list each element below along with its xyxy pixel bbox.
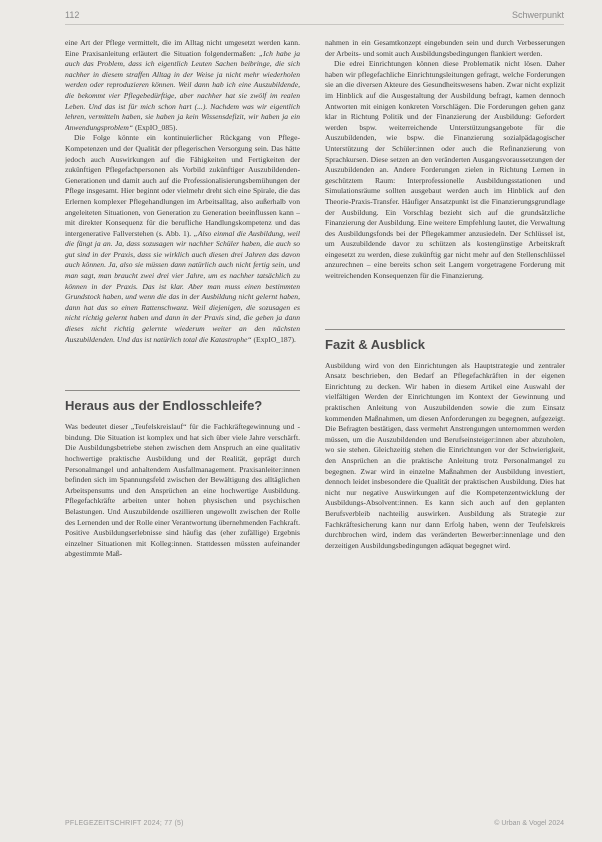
paragraph-body: Die edrei Einrichtungen können diese Problematik nicht lösen. Daher haben wir pflegefachliche Einrichtungsleitungen gefragt, welche Forderungen sie an die diversen Akteure des Gesundheitswesens haben. Zwar nicht explizit im Hinblick auf die Ausgestaltung der Ausbildung befragt, kamen dennoch Antworten mit einigen konkreten Vorschlägen. Die Forderungen gehen ganz klar in Richtung Politik und der Finanzierung der Ausbildung: Gefordert werden bspw. weiterreichende Unterstützungsangebote für die Auszubildenden, wie bspw. die Finanzierung sozialpädagogischer Unterstützung der Schüler:innen oder auch die Refinanzierung von Sprachkursen. Diese setzen an den veränderten Ausgangsvoraussetzungen der Auszubildenden an. Andere Forderungen zielen in Richtung Lernen in geschütztem Raum: Interprofessionelle Ausbildungsstationen und Simulationsräume sollten ausgebaut werden auch im Hinblick auf den Theorie-Praxis-Transfer. Häufiger Ansatzpunkt ist die Finanzierungsgrundlage der Ausbildung. Ein Vorschlag bezieht sich auf die grundsätzliche Finanzierung der Ausbildung. Eine weitere Empfehlung lautet, die Verwaltung des Ausbildungsfonds bei der Pflegekammer anzusiedeln. Der Schlüssel ist, um Auszubildende davor zu schützen als kostengünstige Arbeitskraft eingesetzt zu werden, diese zukünftig gar nicht mehr auf den Stellenschlüssel anzurechnen – eine bereits schon seit Langem vorgetragene Forderung mit weitreichenden Konsequenzen für die Finanzierung.	[325, 59, 565, 281]
paragraph-intro: eine Art der Pflege vermittelt, die im Alltag nicht umgesetzt werden kann. Eine Praxisanleitung erläutert die Situation folgendermaßen:	[65, 38, 300, 58]
section-divider	[65, 390, 300, 391]
interview-quote: „Ich habe ja auch das Problem, dass ich eigentlich Leuten Sachen beibringe, die sich nachher in diesem straffen Alltag in der Weise ja nicht mehr wiederholen werden oder reproduzieren können. Weil dann hab ich eine Auszubildende, die bekommt vier Pflegebedürftige, aber nachher hat sie zwölf im realen Leben. Und das ist für mich schon hart (...). Nachdem was wir eigentlich lehren, vermitteln haben, sie haben ja kein Wissensdefizit, wir haben ja ein Anwendungsproblem“	[65, 48, 300, 132]
paragraph-quote-2	[65, 133, 300, 345]
section-heading: Fazit & Ausblick	[325, 336, 425, 352]
paragraph-quote-1	[65, 38, 300, 133]
quote-citation: (ExpIO_187).	[251, 334, 296, 344]
left-column	[65, 38, 300, 808]
paragraph-body: Ausbildung wird von den Einrichtungen als Hauptstrategie und zentraler Ansatz beschrieben, den Bedarf an Pflegefachkräften in der eigenen Einrichtung zu decken. Wir haben in diesem Artikel eine Auswahl der vielfältigen Werden der Einrichtungen im Kontext der Gewinnung und praktischen Anleitung von Auszubildenden sowie die zum Einsatz kommenden Maßnahmen, um diesen Anforderungen zu begegnen, aufgezeigt. Die Befragten bestätigen, dass vermehrt Anstrengungen unternommen werden müssen, um die Auszubildenden und Berufseinsteiger:innen aber abzuholen, wo sie stehen. Gleichzeitig stehen die Einrichtungen vor der Schwierigkeit, den Ansprüchen an die praktische Anleitung trotz Personalmangel zu begegnen. Zwar wird in einzelne Maßnahmen der Ausbildung investiert, dennoch leidet insbesondere die Qualität der praktischen Ausbildung. Dies hat nicht nur negative Auswirkungen auf die Kompetenzentwicklung der Ausbildungs-Absolvent:innen. Es kann sich auch auf den geplanten Berufsverbleib nachteilig auswirken. Ausbildung als Strategie zur Fachkräftesicherung kann nur dann Erfolg haben, wenn der Teufelskreis durchbrochen wird, indem das veränderten Bewerber:innenlage und den derzeitigen Ausbildungsbedingungen adäquat begegnet wird.	[325, 360, 565, 550]
spacer	[65, 345, 300, 390]
page-number: 112	[65, 10, 80, 20]
journal-citation: PFLEGEZEITSCHRIFT 2024; 77 (5)	[65, 820, 184, 827]
paragraph-body: Was bedeutet dieser „Teufelskreislauf“ für die Fachkräftegewinnung und -bindung. Die Situation ist komplex und hat sich über viele Jahre verschärft. Die Ausbildungsbetriebe stehen zwischen dem Anspruch an eine qualitativ hochwertige praktische Ausbildung und der Realität, geprägt durch Personalmangel und anhaltendem Ausfallmanagement. Praxisanleiter:innen befinden sich im Spannungsfeld zwischen der Bewältigung des alltäglichen Arbeitspensums und den Ansprüchen an eine hochwertige Ausbildung. Pflegefachkräfte arbeiten unter hohen physischen und psychischen Belastungen. Und Auszubildende oszillieren ungewollt zwischen der Rolle des Lernenden und der Rolle einer Verantwortung übernehmenden Fachkraft. Positive Ausbildungserlebnisse sind häufig das (eher zufällige) Ergebnis einzelner Situationen mit Kolleg:innen. Stattdessen müssten aufeinander abgestimmte Maß-	[65, 422, 300, 559]
section-label: Schwerpunkt	[511, 10, 564, 20]
page-header	[0, 0, 602, 30]
header-divider	[65, 24, 564, 25]
page-footer	[0, 808, 602, 842]
paragraph-body: nahmen in ein Gesamtkonzept eingebunden sein und durch Verbesserungen der Arbeits- und somit auch Ausbildungsbedingungen flankiert werden.	[325, 38, 565, 58]
spacer	[325, 282, 565, 329]
quote-citation: (ExpIO_085).	[133, 122, 178, 132]
paragraph-body: Die Folge könnte ein kontinuierlicher Rückgang von Pflege-Kompetenzen und der Qualität der pflegerischen Versorgung sein. Das hätte jedoch auch Auswirkungen auf die Fähigkeiten und Fertigkeiten der zukünftigen Pflegefachpersonen als Vorbild zukünftiger Auszubildenden-Generationen und damit auch auf die Professionalisierungsbemühungen der Pflege insgesamt. Hier beginnt oder vielmehr dreht sich eine Spirale, die das Erlernen komplexer Pflegehandlungen im Arbeitsalltag, also außerhalb von angeleiteten Situationen, von Generation zu Generation beeinflussen kann – mit direkter Konsequenz für die berufliche Handlungskompetenz und das intergenerative Fallverstehen (s. Abb. 1).	[65, 133, 300, 238]
publisher-note: © Urban & Vogel 2024	[494, 820, 564, 827]
right-column	[325, 38, 565, 808]
interview-quote: „Also einmal die Ausbildung, weil die fängt ja an. Ja, dass sozusagen wir nachher Schüler haben, die auch so gut sind in der Praxis, dass sie wirklich auch diesen drei Jahren das davon auch können. Ja, also sie müssen dann natürlich auch nicht fertig sein, und man sagt, man braucht zwei drei vier Jahre, um es nachher tatsächlich zu können in der Praxis. Das ist klar. Aber man muss einen bestimmten Grundstock haben, und wenn die das in der Ausbildung nicht gelernt haben, dann hat das so einen Rattenschwanz. Weil diejenigen, die sozusagen es nicht richtig gelernt haben und dann in der Praxis sind, die geben ja dann dieses nicht richtig gelernte wiederum weiter an den nächsten Auszubildenden. Und das ist natürlich total die Katastrophe“	[65, 228, 300, 344]
section-heading: Heraus aus der Endlosschleife?	[65, 398, 263, 414]
section-divider	[325, 329, 565, 330]
